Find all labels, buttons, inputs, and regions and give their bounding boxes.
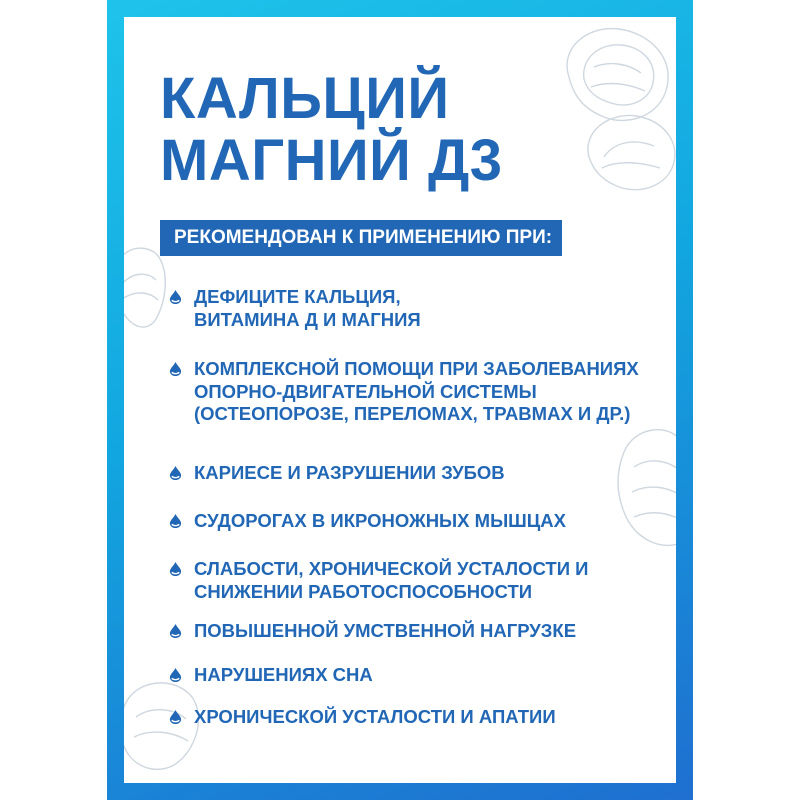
water-drop-icon [168,709,183,724]
list-item [164,358,644,426]
recommendation-banner: РЕКОМЕНДОВАН К ПРИМЕНЕНИЮ ПРИ: [160,220,562,256]
list-item [164,462,505,485]
oyster-shell-icon [574,102,676,202]
water-drop-icon [168,289,183,304]
list-item [164,706,556,729]
water-drop-icon [168,623,183,638]
list-item-text: КАРИЕСЕ И РАЗРУШЕНИИ ЗУБОВ [194,462,505,483]
list-item-text: КОМПЛЕКСНОЙ ПОМОЩИ ПРИ ЗАБОЛЕВАНИЯХ ОПОРНО-ДВИГАТЕЛЬНОЙ СИСТЕМЫ (ОСТЕОПОРОЗЕ, ПЕРЕЛОМАХ, ТРАВМАХ И ДР.) [194,358,639,424]
water-drop-icon [168,513,183,528]
list-item [164,558,634,603]
water-drop-icon [168,361,183,376]
list-item [164,510,566,533]
page-title [160,68,503,192]
water-drop-icon [168,465,183,480]
list-item-text: ХРОНИЧЕСКОЙ УСТАЛОСТИ И АПАТИИ [194,706,556,727]
title-line-1: КАЛЬЦИЙ [160,66,450,131]
water-drop-icon [168,561,183,576]
list-item-text: НАРУШЕНИЯХ СНА [194,664,373,685]
list-item-text: СЛАБОСТИ, ХРОНИЧЕСКОЙ УСТАЛОСТИ И СНИЖЕНИИ РАБОТОСПОСОБНОСТИ [194,558,589,602]
oyster-shell-icon [604,412,676,562]
list-item-text: ДЕФИЦИТЕ КАЛЬЦИЯ, ВИТАМИНА Д И МАГНИЯ [194,286,421,330]
list-item [164,286,504,331]
list-item-text: СУДОРОГАХ В ИКРОНОЖНЫХ МЫШЦАХ [194,510,566,531]
list-item [164,620,576,643]
water-drop-icon [168,667,183,682]
title-line-2: МАГНИЙ Д3 [160,128,503,193]
list-item [164,664,373,687]
list-item-text: ПОВЫШЕННОЙ УМСТВЕННОЙ НАГРУЗКЕ [194,620,577,641]
